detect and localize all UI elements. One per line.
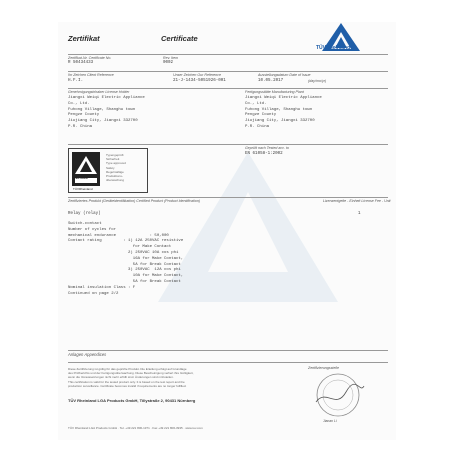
product-line: 16A for Make Contact,: [68, 256, 184, 261]
client-ref-value: H.F.I.: [68, 79, 84, 83]
mark-text-line: Regelmäßige: [106, 169, 124, 174]
stamp-seal-icon: [310, 372, 366, 418]
manufacturer-line: P.R. China: [245, 124, 270, 129]
license-fee-value: 1: [358, 212, 361, 216]
certificate-page: [58, 22, 396, 440]
watermark-logo: [158, 152, 338, 302]
fine-print-line: des Prüfberichts und der Fertigungsüberwachung. Diese Bescheinigung verliert ihre Gültigkeit,: [68, 371, 194, 376]
product-name: Relay (relay): [68, 212, 101, 216]
our-ref-value: 21-J-1434-5051926-001: [173, 79, 226, 83]
rev-label: Rev. Item: [163, 56, 179, 60]
product-line: Continued on page 2/2: [68, 291, 119, 296]
product-line: Nominal insulation Class : F: [68, 285, 136, 290]
mark-side-text: [106, 153, 126, 182]
manufacturer-label: Fertigungsstätte Manufacturing Plant: [245, 90, 304, 94]
client-ref-label: Ihr Zeichen Client Reference: [68, 73, 114, 77]
divider: [68, 144, 388, 145]
holder-line: Co., Ltd.: [68, 101, 90, 106]
mark-brand: TÜVRheinland: [73, 187, 93, 191]
tuv-brand-text: TÜVRheinland: [316, 45, 351, 51]
appendices-label: Anlagen Appendices: [68, 352, 107, 357]
license-fee-label: Lizenzentgelte - Einheit License Fee - Unit: [323, 199, 391, 203]
manufacturer-line: Co., Ltd.: [245, 101, 267, 106]
test-basis-label: Geprüft nach Tested acc. to: [245, 146, 290, 150]
product-line: 3) 250VAC 12A cos phi: [68, 268, 181, 273]
cert-no-value: R 50434433: [68, 61, 94, 65]
mark-text-line: überwachung: [106, 178, 125, 183]
mark-text-line: Safety: [106, 165, 115, 170]
test-basis-value: EN 61058-1:2002: [245, 152, 283, 156]
mark-text-line: Type approved: [106, 161, 126, 166]
product-line: 5A for Break Contact: [68, 262, 181, 267]
fine-print-line: production surveillance. Certificate becomes invalid if requirements are no longer fulfilled.: [68, 383, 187, 388]
divider: [68, 350, 388, 351]
holder-line: Jiangxi Weiqi Electric Appliance: [68, 96, 145, 100]
fine-print-line: wenn die Voraussetzungen nicht mehr erfüllt sind. Änderungen sind mitzuteilen.: [68, 375, 174, 380]
manufacturer-address: [245, 96, 322, 131]
manufacturer-line: Fuhong Village, Shanghu town: [245, 107, 313, 112]
title-de: Zertifikat: [68, 34, 100, 43]
fine-print-line: Diese Zertifizierung ist gültig für das geprüfte Produkt. Die Erteilung erfolgt auf Grundlage: [68, 367, 187, 371]
certification-body-label: Zertifizierungsstelle: [308, 366, 339, 370]
holder-label: Genehmigungsinhaber License Holder: [68, 90, 130, 94]
manufacturer-line: Pengze County: [245, 113, 277, 118]
product-line: 10A for Make Contact,: [68, 274, 184, 279]
manufacturer-line: Jiujiang City, Jiangxi 332700: [245, 119, 315, 124]
divider: [68, 54, 388, 55]
product-line: Switch-contact: [68, 222, 102, 226]
issuing-company: TÜV Rheinland LGA Products GmbH, Tillystraße 2, 90431 Nürnberg: [68, 398, 196, 403]
manufacturer-line: Jiangxi Weiqi Electric Appliance: [245, 96, 322, 100]
cert-no-label: Zertifikat-Nr. Certificate No.: [68, 56, 112, 60]
mark-text-line: Sicherheit: [106, 157, 120, 162]
fine-print: [68, 367, 193, 388]
holder-line: Pengze County: [68, 113, 100, 118]
issue-date-value: 10.05.2017: [258, 79, 284, 83]
divider: [68, 362, 388, 363]
mark-text-line: Typengeprüft: [106, 153, 124, 157]
divider: [68, 71, 388, 72]
rev-value: 0002: [163, 61, 174, 65]
product-line: mechanical endurance : 50,000: [68, 233, 169, 238]
holder-line: P.R. China: [68, 124, 93, 129]
mark-tag: CERTIFIED: [74, 177, 88, 180]
product-line: Number of cycles for: [68, 227, 117, 232]
product-label: Zertifiziertes Produkt (Geräteidentifikation) Certified Product (Product Identification): [68, 199, 201, 203]
product-details: [68, 222, 183, 297]
issue-date-note: (day/mo/yr): [308, 79, 327, 83]
holder-address: [68, 96, 145, 131]
test-mark-box: [68, 148, 148, 193]
product-line: Contact rating : 1) 12A 250VAC resistive: [68, 239, 184, 244]
contact-line: TÜV Rheinland LGA Products GmbH · Tel. +49 221 806-1371 · Fax +49 221 806-3935 · www.tuv.com: [68, 426, 203, 430]
divider: [68, 197, 388, 198]
fine-print-line: This certification is valid for the tested product only. It is based on the test report and the: [68, 379, 185, 384]
title-en: Certificate: [161, 34, 198, 43]
product-line: for Make Contact: [68, 245, 172, 250]
our-ref-label: Unser Zeichen Our Reference: [173, 73, 221, 77]
tuv-test-mark-icon: [72, 152, 100, 186]
product-line: 5A for Break Contact: [68, 279, 181, 284]
holder-line: Fuhong Village, Shanghu town: [68, 107, 136, 112]
mark-text-line: Produktions-: [106, 174, 123, 179]
holder-line: Jiujiang City, Jiangxi 332700: [68, 119, 138, 124]
product-line: 2) 250VAC 10A cos phi: [68, 250, 179, 255]
divider: [68, 88, 388, 89]
issue-date-label: Ausstellungsdatum Date of Issue: [258, 73, 311, 77]
signer-name: Jianan Li: [323, 419, 337, 423]
